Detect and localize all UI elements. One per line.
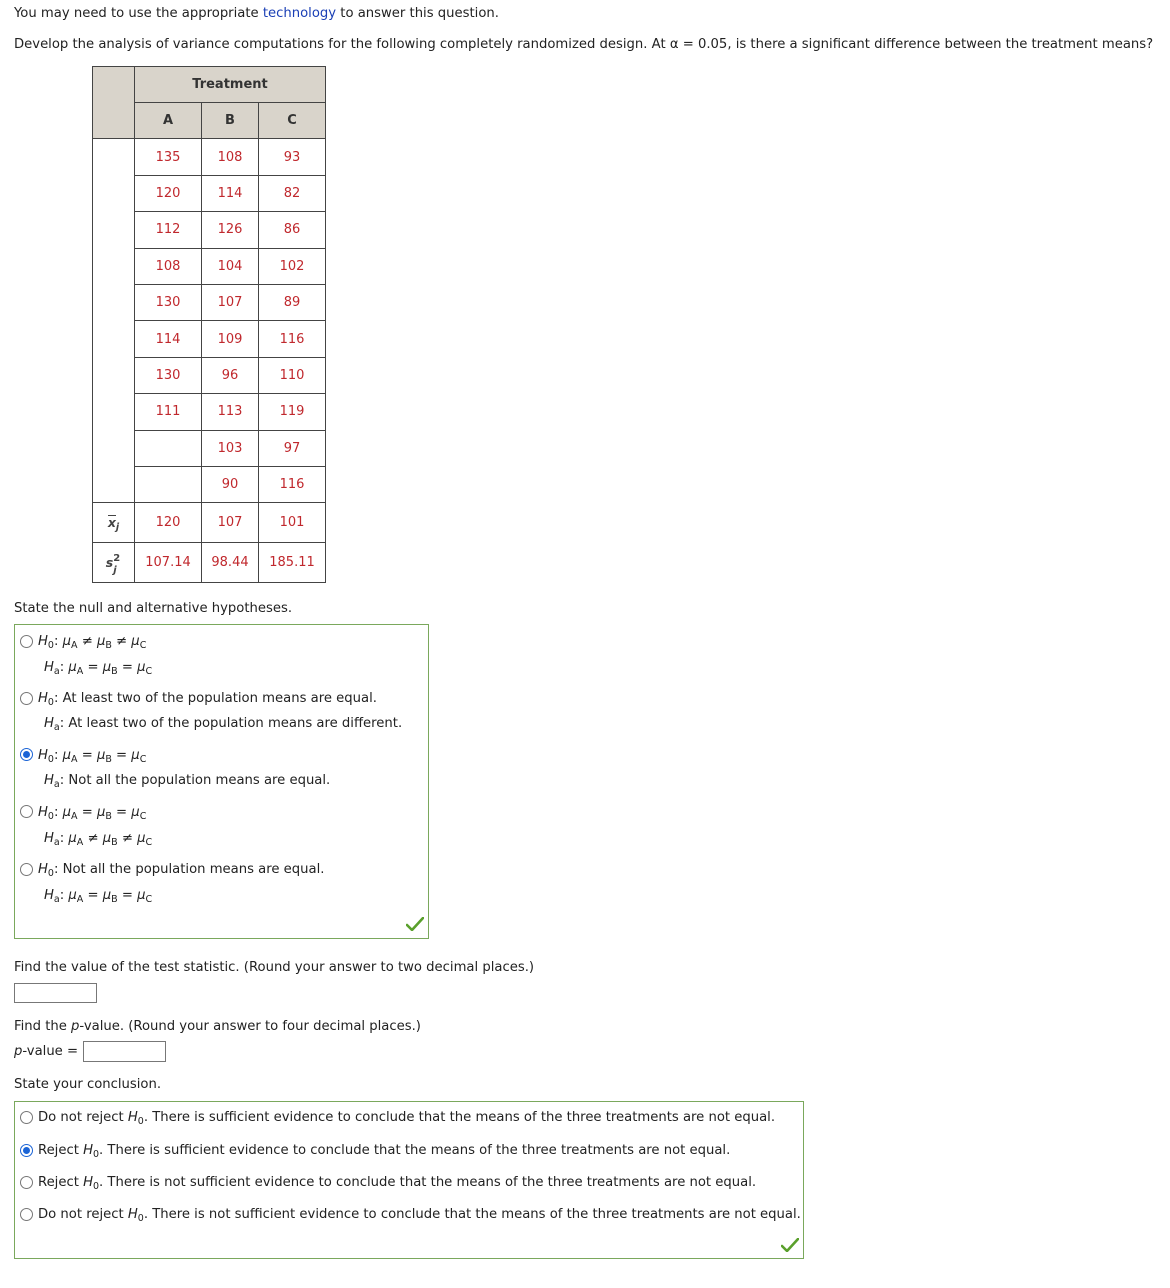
pvalue-prompt-var: p — [71, 1019, 80, 1034]
column-header-b: B — [202, 103, 259, 139]
variance-cell: 98.44 — [202, 543, 259, 583]
hypothesis-option-3-ha: $H_a$: Not all the population means are equal. — [44, 773, 331, 790]
table-cell: 116 — [259, 466, 326, 502]
hypothesis-option-4-h0: $H_0$: $\mu_A = \mu_B = \mu_C$ — [38, 805, 147, 822]
table-cell: 108 — [202, 139, 259, 175]
table-cell — [135, 430, 202, 466]
hypothesis-option-1-radio[interactable] — [20, 635, 33, 648]
table-cell: 104 — [202, 248, 259, 284]
mean-cell: 120 — [135, 503, 202, 543]
hypothesis-option-5-h0: $H_0$: Not all the population means are equal. — [38, 862, 325, 879]
conclusion-prompt: State your conclusion. — [14, 1077, 162, 1092]
conclusion-option-2-post: . There is sufficient evidence to conclude that the means of the three treatments are not equal. — [99, 1143, 731, 1158]
conclusion-option-4-post: . There is not sufficient evidence to conclude that the means of the three treatments are not equal. — [143, 1207, 801, 1222]
treatment-header: Treatment — [135, 67, 326, 103]
row-label-blank — [93, 139, 135, 503]
intro-post: to answer this question. — [336, 6, 499, 21]
hypothesis-option-2-h0-text: At least two of the population means are equal. — [62, 691, 377, 706]
table-cell: 112 — [135, 212, 202, 248]
hypothesis-option-4-ha: $H_a$: $\mu_A \ne \mu_B \ne \mu_C$ — [44, 831, 153, 848]
conclusion-option-2-radio[interactable] — [20, 1144, 33, 1157]
hypotheses-prompt: State the null and alternative hypotheses. — [14, 601, 293, 616]
table-cell: 89 — [259, 284, 326, 320]
mean-cell: 107 — [202, 503, 259, 543]
mean-subscript: j — [115, 522, 120, 534]
conclusion-option-1: Do not reject $H_0$. There is sufficient evidence to conclude that the means of the three treatments are not equal. — [38, 1110, 776, 1127]
table-cell: 107 — [202, 284, 259, 320]
pvalue-label-post: -value = — [22, 1044, 79, 1059]
hypothesis-option-2-ha-text: At least two of the population means are different. — [68, 716, 403, 731]
conclusion-option-3: Reject $H_0$. There is not sufficient evidence to conclude that the means of the three treatments are not equal. — [38, 1175, 757, 1192]
table-cell: 96 — [202, 357, 259, 393]
table-cell: 109 — [202, 321, 259, 357]
mean-symbol: x — [107, 515, 116, 531]
table-cell — [135, 466, 202, 502]
table-cell: 135 — [135, 139, 202, 175]
table-cell: 116 — [259, 321, 326, 357]
pvalue-label-var: p — [14, 1044, 23, 1059]
table-cell: 102 — [259, 248, 326, 284]
table-cell: 93 — [259, 139, 326, 175]
column-header-a: A — [135, 103, 202, 139]
technology-link[interactable]: technology — [262, 6, 337, 21]
intro-text — [14, 6, 499, 21]
test-statistic-prompt: Find the value of the test statistic. (Round your answer to two decimal places.) — [14, 960, 535, 975]
hypothesis-option-2-ha: $H_a$: At least two of the population means are different. — [44, 716, 403, 733]
table-cell: 110 — [259, 357, 326, 393]
question-text: Develop the analysis of variance computations for the following completely randomized design. At α = 0.05, is there a significant difference between the treatment means? — [14, 37, 1154, 52]
conclusion-option-1-post: . There is sufficient evidence to conclude that the means of the three treatments are not equal. — [143, 1110, 776, 1125]
intro-pre: You may need to use the appropriate — [14, 6, 263, 21]
pvalue-prompt — [14, 1019, 421, 1034]
conclusion-option-3-post: . There is not sufficient evidence to conclude that the means of the three treatments are not equal. — [99, 1175, 757, 1190]
table-cell: 130 — [135, 357, 202, 393]
conclusion-option-3-radio[interactable] — [20, 1176, 33, 1189]
hypothesis-option-3-ha-text: Not all the population means are equal. — [68, 773, 331, 788]
table-cell: 114 — [135, 321, 202, 357]
table-cell: 120 — [135, 175, 202, 211]
hypothesis-option-5-h0-text: Not all the population means are equal. — [62, 862, 325, 877]
conclusion-option-4-radio[interactable] — [20, 1208, 33, 1221]
mean-cell: 101 — [259, 503, 326, 543]
conclusion-option-2: Reject $H_0$. There is sufficient evidence to conclude that the means of the three treatments are not equal. — [38, 1143, 731, 1160]
variance-symbol: s — [105, 554, 114, 570]
pvalue-input[interactable] — [83, 1041, 166, 1062]
conclusion-option-2-pre: Reject — [38, 1143, 84, 1158]
variance-superscript: 2 — [113, 552, 121, 564]
table-cell: 103 — [202, 430, 259, 466]
conclusion-option-1-pre: Do not reject — [38, 1110, 128, 1125]
pvalue-prompt-post: -value. (Round your answer to four decimal places.) — [79, 1019, 421, 1034]
mean-row-label — [93, 503, 135, 543]
hypothesis-option-3-radio[interactable] — [20, 748, 33, 761]
table-cell: 130 — [135, 284, 202, 320]
pvalue-label — [14, 1044, 78, 1059]
hypothesis-option-5-radio[interactable] — [20, 863, 33, 876]
table-cell: 82 — [259, 175, 326, 211]
test-statistic-input[interactable] — [14, 983, 97, 1003]
table-cell: 113 — [202, 394, 259, 430]
variance-cell: 107.14 — [135, 543, 202, 583]
correct-check-icon — [781, 1238, 799, 1252]
table-cell: 111 — [135, 394, 202, 430]
table-cell: 90 — [202, 466, 259, 502]
treatment-table — [92, 66, 326, 583]
table-cell: 119 — [259, 394, 326, 430]
table-cell: 108 — [135, 248, 202, 284]
variance-row-label — [93, 543, 135, 583]
table-cell: 114 — [202, 175, 259, 211]
hypothesis-option-2-h0: $H_0$: At least two of the population means are equal. — [38, 691, 377, 708]
table-corner — [93, 67, 135, 139]
table-cell: 97 — [259, 430, 326, 466]
conclusion-option-1-radio[interactable] — [20, 1111, 33, 1124]
hypothesis-option-1-h0: $H_0$: $\mu_A \ne \mu_B \ne \mu_C$ — [38, 634, 147, 651]
variance-subscript: j — [113, 564, 117, 576]
hypothesis-option-3-h0: $H_0$: $\mu_A = \mu_B = \mu_C$ — [38, 748, 147, 765]
table-cell: 86 — [259, 212, 326, 248]
hypothesis-option-5-ha: $H_a$: $\mu_A = \mu_B = \mu_C$ — [44, 888, 153, 905]
hypothesis-option-1-ha: $H_a$: $\mu_A = \mu_B = \mu_C$ — [44, 660, 153, 677]
column-header-c: C — [259, 103, 326, 139]
conclusion-option-4-pre: Do not reject — [38, 1207, 128, 1222]
variance-cell: 185.11 — [259, 543, 326, 583]
hypothesis-option-2-radio[interactable] — [20, 692, 33, 705]
table-cell: 126 — [202, 212, 259, 248]
pvalue-prompt-pre: Find the — [14, 1019, 72, 1034]
hypothesis-option-4-radio[interactable] — [20, 805, 33, 818]
conclusion-option-3-pre: Reject — [38, 1175, 84, 1190]
conclusion-option-4: Do not reject $H_0$. There is not sufficient evidence to conclude that the means of the three treatments are not equal. — [38, 1207, 801, 1224]
correct-check-icon — [406, 917, 424, 931]
